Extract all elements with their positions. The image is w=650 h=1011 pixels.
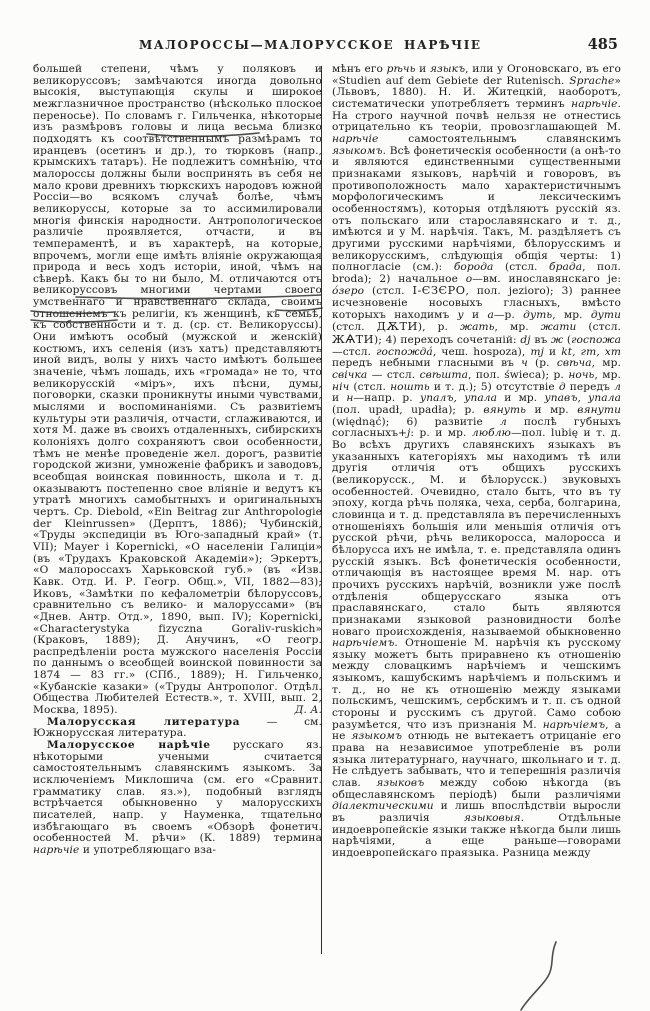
right-column (332, 64, 621, 860)
paragraph: Малорусское нарѣчіе русскаго яз. нѣкоторыми учеными считается самостоятельнымъ славянскимъ языкомъ. За исключеніемъ Миклошича (см. его «Сравнит. грамматику слав. яз.»), подобный взглядъ встрѣчается обыкновенно у малорусскихъ писателей, напр. у Науменка, тщательно избѣгающаго въ своемъ «Обзорѣ фонетич. особенностей М. рѣчи» (К. 1889) термина нарѣчіе и употребляющаго вза- (33, 739, 322, 856)
pen-stroke-bottom-right (521, 942, 556, 1010)
running-head (33, 36, 620, 53)
paragraph: Малорусская литература — см. Южнорусская литература. (33, 715, 322, 740)
page-number: 485 (587, 36, 618, 53)
page-title: МАЛОРОССЫ—МАЛОРУССКОЕ НАРѢЧІЕ (139, 38, 482, 52)
paragraph: мѣнъ его рѣчь и языкъ, или у Огоновскаго, въ его «Studien auf dem Gebiete der Rutenisch. Sprache» (Львовъ, 1880). Н. И. Житецкій, наоборотъ, систематически употребляетъ терминъ нарѣчіе. На строго научной почвѣ нельзя не отнестись отрицательно къ теоріи, провозглашающей М. нарѣчіе самостоятельнымъ славянскимъ языкомъ. Всѣ фонетическія особенности (а онѣ-то и являются единственными существенными признаками языковъ, нарѣчій и говоровъ, въ противоположность мало характеристичнымъ морфологическимъ и лексическимъ особенностямъ), которыя отдѣляютъ русскій яз. отъ польскаго или старославянскаго и т. д., имѣются и у М. нарѣчія. Такъ, М. раздѣляетъ съ другими русскими нарѣчіями, бѣлорусскимъ и великорусскимъ, слѣдующія общія черты: 1) полногласіе (см.): борода (стсл. брада, пол. broda); 2) начальное о—вм. инославянскаго je: о́зеро (стсл. І-ЄЗЄРО, пол. jezioro); 3) раннее исчезновеніе носовыхъ гласныхъ, вмѣсто которыхъ находимъ у и а—р. дуть, мр. дути (стсл. ДѪТИ), р. жать, мр. жати (стсл. ЖѦТИ); 4) переходъ сочетаній: dj въ ж (госпожа—стсл. госпожда́, чеш. hospoza), тj и kt, гт, хт передъ небными гласными въ ч (р. свѣча, мр. свічка — стсл. свѣшта, пол. świeca); р. ночь, мр. ніч (стсл. ношть и т. д.); 5) отсутствіе д передъ л и н—напр. р. упалъ, упала и мр. упавъ, упала (пол. upadł, upadła); р. вянуть и мр. вянути (więdnąć); 6) развитіе л послѣ губныхъ согласныхъ+j: р. и мр. люблю—пол. lubię и т. д. Во всѣхъ другихъ славянскихъ языкахъ въ указанныхъ категоріяхъ мы находимъ тѣ или другія отличія отъ общихъ русскихъ (великорусск., М. и бѣлорусск.) звуковыхъ особенностей. Очевидно, стало быть, что въ ту эпоху, когда рѣчь поляка, чеха, серба, болгарина, словинца и т. д. представляла въ перечисленныхъ отношеніяхъ большія или меньшія отличія отъ русской рѣчи, рѣчь великоросса, малоросса и бѣлорусса ихъ не имѣла, т. е. представляла одинъ русскій языкъ. Всѣ фонетическія особенности, отличающія въ настоящее время М. нар. отъ прочихъ русскихъ нарѣчій, возникли уже послѣ отдѣленія общерусскаго языка отъ праславянскаго, стало быть являются признаками языковой разновидности болѣе новаго происхожденія, называемой обыкновенно нарѣчіемъ. Отношеніе М. нарѣчія къ русскому языку можетъ быть приравнено къ отношенію между словацкимъ нарѣчіемъ и чешскимъ языкомъ, кашубскимъ нарѣчіемъ и польскимъ и т. д., но не къ отношенію между языками польскимъ, чешскимъ, сербскимъ и т. п. съ одной стороны и русскимъ съ другой. Само собою разумѣется, что изъ признанія М. нарѣчіемъ, а не языкомъ отнюдь не вытекаетъ отрицаніе его права на независимое употребленіе въ роли языка литературнаго, научнаго, школьнаго и т. д. Не слѣдуетъ забывать, что и теперешнія различія слав. языковъ между собою нѣкогда (въ общеславянскомъ періодѣ) были различіями діалектическими и лишь впослѣдствіи выросли въ различія языковыя. Отдѣльные индоевропейскіе языки также нѣкогда были лишь нарѣчіями, а еще раньше—говорами индоевропейскаго праязыка. Разница между (332, 63, 622, 859)
left-column (33, 64, 322, 857)
paragraph: большей степени, чѣмъ у поляковъ и великоруссовъ; замѣчаются иногда довольно высокія, выступающія скулы и широкое межглазничное пространство (нѣсколько плоское переносье). По словамъ г. Гильченка, нѣкоторые изъ размѣровъ головы и лица весьма близко подходятъ къ соотвѣтственнымъ размѣрамъ то иранцевъ (осетинъ и др.), то тюрковъ (напр., крымскихъ татаръ). Не подлежитъ сомнѣнію, что малороссы должны были воспринять въ себя не мало крови древнихъ тюркскихъ народовъ южной Россіи—во всякомъ случаѣ болѣе, чѣмъ великоруссы, которые за то ассимилировали многія финскія народности. Антропологическое различіе проявляется, отчасти, и въ темпераментѣ, и въ характерѣ, на которые, впрочемъ, могли еще имѣть вліяніе окружающая природа и весь ходъ исторіи, иной, чѣмъ на сѣверѣ. Какъ бы то ни было, М. отличаются отъ великоруссовъ многими чертами своего умственнаго и нравственнаго склада, своимъ отношеніемъ къ религіи, къ женщинѣ, къ семьѣ, къ собственности и т. д. (ср. ст. Великоруссы). Они имѣютъ особый (мужской и женскій) костюмъ, ихъ селенія (изъ хатъ) представляютъ иной видъ, волы у нихъ часто имѣютъ большее значеніе, чѣмъ лошадь, ихъ «громада» не то, что великорусскій «міръ», ихъ пѣсни, думы, поговорки, сказки проникнуты иными чувствами, мыслями и воспоминаніями. Съ развитіемъ культуры эти различія, отчасти, сглаживаются, и хотя М. даже въ своихъ отдаленныхъ, сибирскихъ колоніяхъ долго сохраняютъ свои особенности, тѣмъ не менѣе проведеніе жел. дорогъ, развитіе городской жизни, умноженіе фабрикъ и заводовъ, всеобщая воинская повинность, школа и т. д. оказываютъ постепенно свое вліяніе и ведутъ къ утратѣ многихъ самобытныхъ и оригинальныхъ чертъ. Ср. Diebold, «Ein Beitrag zur Anthropologie der Kleinrussen» (Дерптъ, 1886); Чубинскій, «Труды экспедиціи въ Юго-западный край» (т. VII); Mayer i Kopernicki, «О населеніи Галиціи» (въ «Трудахъ Краковской Академіи»); Эркертъ, «О малороссахъ Харьковской губ.» (въ «Изв. Кавк. Отд. И. Р. Геогр. Общ.», VII, 1882—83); Иковъ, «Замѣтки по кефалометріи бѣлоруссовъ, сравнительно съ велико- и малоруссами» (въ «Днев. Антр. Отд.», 1890, вып. IV); Kopernicki, «Characterystyka fizyczna Goraliv-ruskich» (Краковъ, 1889); Д. Анучинъ, «О геогр. распредѣленіи роста мужского населенія Россіи по даннымъ о всеобщей воинской повинности за 1874 — 83 гг.» (СПб., 1889); Н. Гильченко, «Кубанскіе казаки» («Труды Антрополог. Отдѣл. Общества Любителей Естеств.», т. XVIII, вып. 2, Москва, 1895). Д. А. (33, 63, 322, 717)
